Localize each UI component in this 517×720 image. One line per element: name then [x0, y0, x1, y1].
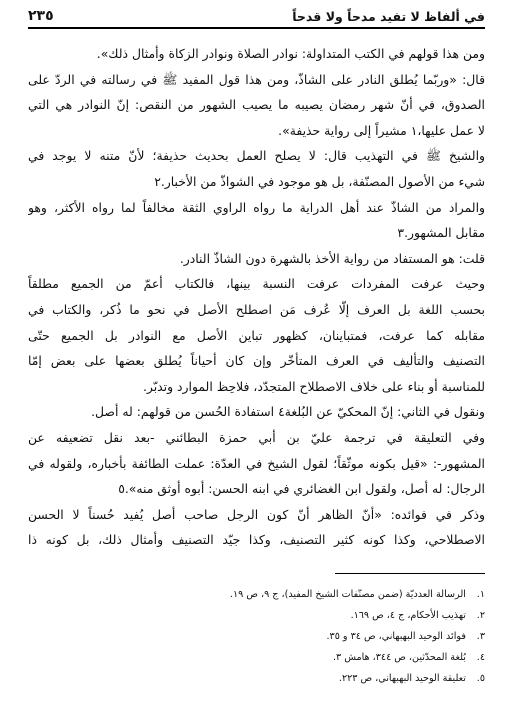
text-line: الرجال: له أصل، ولقول ابن الغضائري في ابنه الحسن: أبوه أوثق منه».٥: [118, 481, 485, 497]
footnote-text: تهذيب الأحكام، ج ٤، ص ١٦٩.: [350, 609, 466, 621]
text-line: التصنيف والتأليف في العرف المتأخّر وإن كان أحياناً يُطلق بعضها على بعض إمّا: [28, 353, 485, 369]
footnote-divider: [335, 573, 485, 574]
text-line: ومن هذا قولهم في الكتب المتداولة: نوادر الصلاة ونوادر الزكاة وأمثال ذلك».: [96, 46, 485, 61]
footnote-text: بُلغة المحدّثين، ص ٣٤٤، هامش ٣.: [332, 651, 466, 663]
text-line: للمناسبة أو بناء على خلاف الاصطلاح المتجدّد، فلاحِظ الموارد وتدبّر.: [142, 378, 485, 394]
text-line: لا عمل عليها،١ مشيراً إلى رواية حذيفة».: [278, 122, 485, 138]
footnote-number: ١.: [476, 588, 485, 600]
footnote: [28, 626, 485, 647]
text-line: المشهور-: «قيل بكونه موثّقاً؛ لقول الشيخ في العدّة: عملت الطائفة بأخباره، ولقوله في: [28, 455, 485, 471]
text-line: والشيخ ﷺ في التهذيب قال: لا يصلح العمل بحديث حذيفة؛ لأنّ متنه لا يوجد في: [28, 148, 485, 164]
text-line: والمراد من الشاذّ عند أهل الدراية ما رواه الراوي الثقة مخالفاً لما رواه الأكثر، وهو: [28, 199, 485, 215]
footnote-text: تعليقة الوحيد البهبهاني، ص ٢٢٣.: [338, 672, 466, 684]
text-line: وذكر في فوائده: «أنّ الظاهر أنّ كون الرجل صاحب أصل يُفيد حُسناً لا الحسن: [28, 506, 485, 522]
text-line: وفي التعليقة في ترجمة عليّ بن أبي حمزة البطائني -بعد نقل تضعيفه عن: [28, 429, 485, 445]
footnote-number: ٥.: [476, 672, 485, 684]
footnote: [28, 668, 485, 689]
text-line: مقابل المشهور.٣: [397, 225, 485, 241]
page-number: ٢٣٥: [28, 8, 54, 24]
text-line: وحيث عرفت المفردات عرفت النسبة بينها، فالكتاب أعمّ من الجميع مطلقاً: [28, 276, 485, 292]
text-line: الاصطلاحي، وكذا كونه كثير التصنيف، وكذا جيّد التصنيف وأمثال ذلك، بل كونه ذا: [28, 532, 485, 548]
footnote-number: ٢.: [476, 609, 485, 621]
text-line: قلت: هو المستفاد من رواية الأخذ بالشهرة دون الشاذّ النادر.: [179, 250, 485, 266]
footnote: [28, 647, 485, 668]
footnote-number: ٣.: [476, 630, 485, 642]
text-line: الصدوق، في أنّ شهر رمضان يصيبه ما يصيب الشهور من النقص: إنّ النوادر هي التي: [28, 97, 485, 113]
text-line: مقابله كما عرفت، فمتباينان، كظهور تباين الأصل مع النوادر بل الجميع حتّى: [28, 327, 485, 343]
page-header: [28, 8, 485, 29]
body-text: [28, 41, 485, 553]
footnote: [28, 584, 485, 605]
footnote-number: ٤.: [476, 651, 485, 663]
text-line: قال: «وربّما يُطلق النادر على الشاذّ، ومن هذا قول المفيد ﷺ في رسالته في الردّ على: [28, 71, 485, 87]
footnote-text: فوائد الوحيد البهبهاني، ص ٣٤ و ٣٥.: [326, 630, 466, 642]
text-line: بحسب اللغة بل العرف إلّا عُرف مَن اصطلح الأصل في نحو ما ذُكر، والكتاب في: [28, 301, 485, 317]
text-line: ونقول في الثاني: إنّ المحكيّ عن البُلغة٤ استفادة الحُسن من قولهم: له أصل.: [91, 404, 485, 420]
footnote: [28, 605, 485, 626]
footnotes: [28, 584, 485, 689]
text-line: شيء من الأصول المصنّفة، بل هو موجود في الشواذّ من الأخبار.٢: [154, 173, 485, 189]
running-title: في ألفاظ لا تفيد مدحاً ولا قدحاً: [292, 9, 485, 24]
footnote-text: الرسالة العدديّة (ضمن مصنّفات الشيخ المفيد)، ج ٩، ص ١٩.: [229, 588, 466, 600]
